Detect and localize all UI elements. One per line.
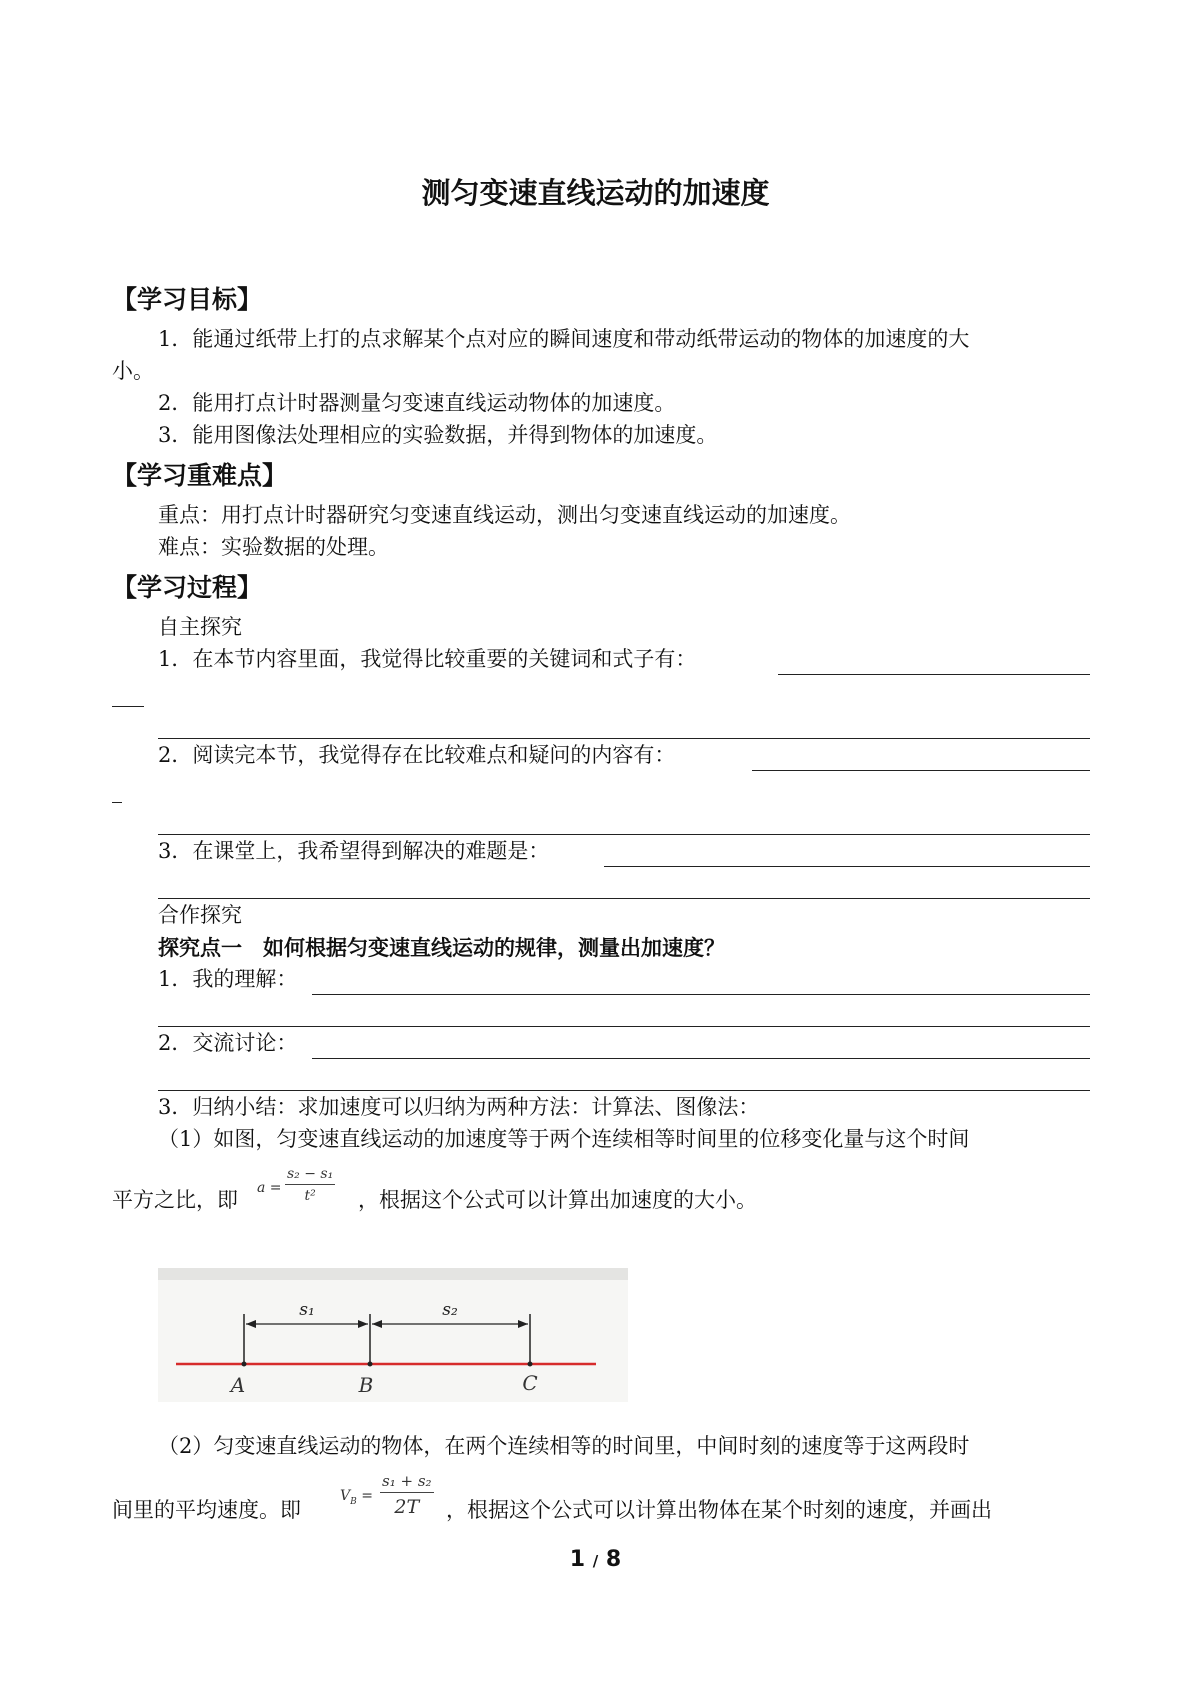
goal-item-1: 1．能通过纸带上打的点求解某个点对应的瞬间速度和带动纸带运动的物体的加速度的大 <box>158 327 970 351</box>
cooperative-label: 合作探究 <box>158 903 242 927</box>
formula-fraction <box>285 1166 335 1204</box>
formula2-denominator: 2T <box>394 1496 420 1518</box>
dot-a <box>242 1362 247 1367</box>
answer-line[interactable] <box>312 994 1090 995</box>
method2-line2-pre: 间里的平均速度。即 <box>112 1498 301 1522</box>
method1-line1: （1）如图，匀变速直线运动的加速度等于两个连续相等时间里的位移变化量与这个时间 <box>158 1127 970 1151</box>
goal-item-2: 2．能用打点计时器测量匀变速直线运动物体的加速度。 <box>158 391 676 415</box>
method2-line1: （2）匀变速直线运动的物体，在两个连续相等的时间里，中间时刻的速度等于这两段时 <box>158 1434 970 1458</box>
answer-line[interactable] <box>158 1026 1090 1027</box>
self-study-q1: 1．在本节内容里面，我觉得比较重要的关键词和式子有： <box>158 647 697 671</box>
method1-line2-pre: 平方之比，即 <box>112 1188 238 1212</box>
diagram-top-strip <box>158 1268 628 1280</box>
answer-line[interactable] <box>752 770 1090 771</box>
goal-item-3: 3．能用图像法处理相应的实验数据，并得到物体的加速度。 <box>158 423 718 447</box>
formula-numerator: s₂ − s₁ <box>285 1166 335 1185</box>
formula2-fraction <box>380 1472 434 1518</box>
heading-key-points: 【学习重难点】 <box>112 461 288 490</box>
formula-denominator: t² <box>304 1188 316 1204</box>
answer-line[interactable] <box>158 738 1090 739</box>
answer-line[interactable] <box>778 674 1090 675</box>
coop-q3: 3．归纳小结：求加速度可以归纳为两种方法：计算法、图像法： <box>158 1095 760 1119</box>
answer-line[interactable] <box>112 802 122 803</box>
formula2-numerator: s₁ + s₂ <box>380 1472 434 1493</box>
page-separator: / <box>592 1552 599 1570</box>
label-a: A <box>230 1373 246 1397</box>
answer-line[interactable] <box>158 1090 1090 1091</box>
self-study-q2: 2．阅读完本节，我觉得存在比较难点和疑问的内容有： <box>158 743 676 767</box>
label-b: B <box>358 1373 374 1397</box>
diagram-background <box>158 1268 628 1402</box>
page-number <box>0 1549 1191 1571</box>
label-c: C <box>522 1371 538 1395</box>
formula2-eq: = <box>361 1488 373 1504</box>
formula-lhs: a = <box>257 1180 282 1196</box>
difficulty-text: 难点：实验数据的处理。 <box>158 535 389 559</box>
formula2-lhs <box>340 1488 373 1507</box>
self-study-q3: 3．在课堂上，我希望得到解决的难题是： <box>158 839 550 863</box>
answer-line[interactable] <box>158 898 1090 899</box>
goal-item-1-cont: 小。 <box>112 359 154 383</box>
answer-line[interactable] <box>312 1058 1090 1059</box>
formula2-v: V <box>340 1488 351 1504</box>
topic-heading: 探究点一 如何根据匀变速直线运动的规律，测量出加速度？ <box>158 935 725 960</box>
coop-q2: 2．交流讨论： <box>158 1031 298 1055</box>
answer-line[interactable] <box>158 834 1090 835</box>
answer-line[interactable] <box>604 866 1090 867</box>
formula2-sub: B <box>350 1496 357 1507</box>
method1-line2-post: ，根据这个公式可以计算出加速度的大小。 <box>358 1188 757 1212</box>
coop-q1: 1．我的理解： <box>158 967 298 991</box>
page-total: 8 <box>605 1547 622 1572</box>
dot-b <box>368 1362 373 1367</box>
page-current: 1 <box>569 1547 586 1572</box>
page-title: 测匀变速直线运动的加速度 <box>421 176 770 210</box>
heading-process: 【学习过程】 <box>112 573 263 602</box>
focus-text: 重点：用打点计时器研究匀变速直线运动，测出匀变速直线运动的加速度。 <box>158 503 851 527</box>
dot-c <box>528 1362 533 1367</box>
displacement-diagram <box>158 1268 628 1402</box>
method2-line2-post: ，根据这个公式可以计算出物体在某个时刻的速度，并画出 <box>446 1498 992 1522</box>
label-s2: s₂ <box>442 1300 458 1320</box>
self-study-label: 自主探究 <box>158 615 242 639</box>
label-s1: s₁ <box>299 1300 315 1320</box>
heading-goals: 【学习目标】 <box>112 285 263 314</box>
answer-line[interactable] <box>112 706 144 707</box>
